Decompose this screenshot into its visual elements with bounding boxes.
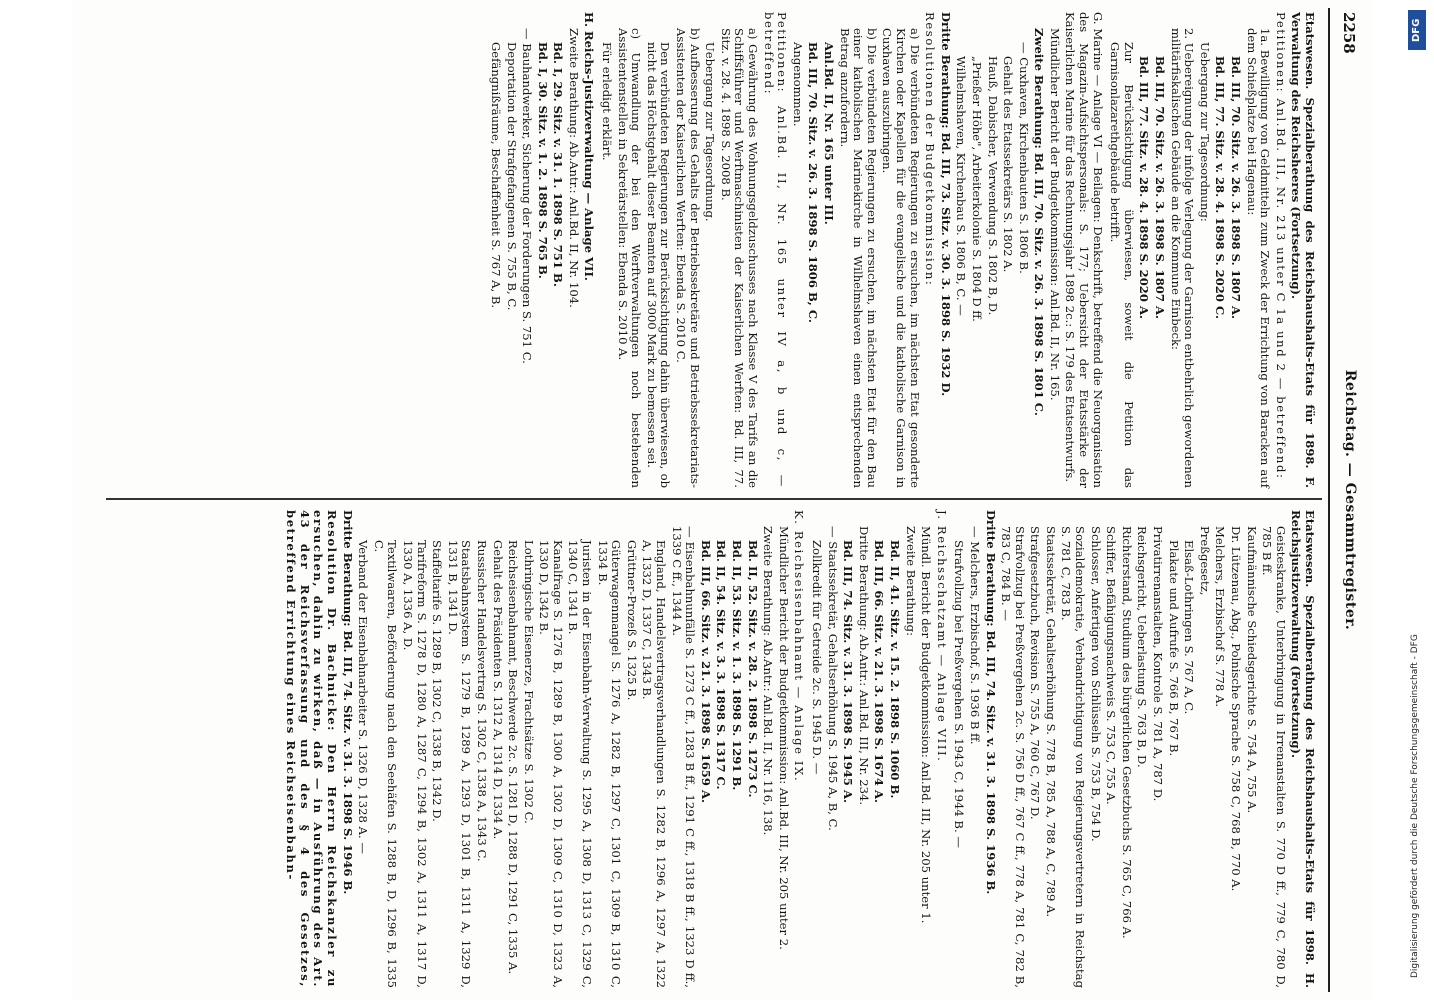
citation: Bd. III, 70. Sitz. v. 26. 3. 1898 S. 1807 A. [1229,56,1244,319]
entry: Grüttner-Prozeß S. 1325 B. [624,540,639,701]
citation: Bd. III, 70. Sitz. v. 26. 3. 1898 S. 1807 A. [1153,56,1168,319]
entry: Russischer Handelsvertrag S. 1302 C, 1338 A, 1343 C. [474,540,489,862]
entry: „Prießer Höhe", Arbeiterkolonie S. 1804 D ff. [969,56,984,322]
entry: Elsaß-Lothringen S. 767 A, C. [1182,540,1197,715]
document-page [72,0,1372,1000]
citation: Bd. III, 70. Sitz. v. 26. 3. 1898 S. 1806 B, C. [806,42,821,323]
citation: Bd. III, 77. Sitz. v. 28. 4. 1898 S. 2020 A. [1137,56,1152,319]
citation: Bd. I, 29. Sitz. v. 31. 1. 1898 S. 751 B. [551,42,566,287]
entry: b) Aufbesserung des Gehalts der Betriebssekretäre und Betriebssekretariats-Assistenten der Kaiserlichen Werften: Ebenda S. 2010 C. [674,28,702,488]
entry: 1a. Bewilligung von Geldmitteln zum Zweck der Errichtung von Baracken auf dem Schießplatze bei Hagenau: [1244,28,1273,488]
entry: — Bauhandwerker, Sicherung der Forderungen S. 751 C. [520,28,535,364]
section-heading: K. Reichseisenbahnamt — Anlage IX. [792,510,807,783]
column-divider [106,498,1322,500]
right-column [282,510,1316,988]
entry: Mündl. Bericht der Budgetkommission: Anl.Bd. III, Nr. 205 unter 1. [919,526,934,924]
entry: Deportation der Strafgefangenen S. 755 B, C. [504,42,519,311]
watermark-text: Digitalisierung gefördert durch die Deutsche Forschungsgemeinschaft - DFG [1410,634,1420,978]
entry: — Staatssekretär, Gehaltserhöhung S. 1945 A, B, C. [825,526,840,831]
entry: Kanalfrage S. 1276 B, 1289 B, 1300 A, 1302 D, 1309 C, 1310 D, 1323 A, 1330 D, 1342 B. [537,540,565,988]
entry: — Eisenbahnunfälle S. 1273 C ff., 1283 B ff., 1291 C ff., 1318 B ff., 1323 D ff., 1339 C ff., 1344 A. [669,526,698,988]
entry: Plakate und Aufrufe S. 766 B, 767 B. [1166,540,1181,757]
entry: Verband der Eisenbahnarbeiter S. 1326 D, 1328 A. — [356,540,371,854]
entry: Hauß, Dabischer, Verwendung S. 1802 B, D. [985,56,1000,316]
entry: b) Die verbündeten Regierungen zu ersuchen, im nächsten Etat für den Bau einer katholischen Marinekirche in Wilhelmshaven einen entsprechenden Betrag anzufordern. [837,28,879,488]
entry: Gefängnißräume, Beschaffenheit S. 767 A, B. [488,42,503,309]
entry: Wilhelmshaven, Kirchenbau S. 1806 B, C. — [954,56,969,316]
entry: Reichseisenbahnamt, Beschwerde 2c. S. 1281 D, 1288 D, 1291 C, 1335 A. [506,540,521,975]
entry: 2. Uebereignung der infolge Verlegung der Garnison entbehrlich gewordenen militärfiskalischen Gebäude an die Kommune Einbeck: [1168,28,1197,488]
entry: Uebergang zur Tagesordnung: [1197,42,1212,222]
entry: Mündlicher Bericht der Budgetkommission: Anl.Bd. II, Nr. 165. [1047,28,1062,401]
citation: Zweite Berathung: Bd. III, 70. Sitz. v. 26. 3. 1898 S. 1801 C. [1032,28,1047,416]
entry: Lothringische Eisenerze, Frachtsätze S. 1302 C. [521,540,536,824]
entry: Staffeltarife S. 1289 B, 1302 C, 1338 B, 1342 D. [430,540,445,822]
citation: Bd. III, 66. Sitz. v. 21. 3. 1898 S. 1659 A. [698,540,713,803]
entry: Tarifreform S. 1278 D, 1280 A, 1287 C, 1294 B, 1302 A, 1311 A, 1317 D, 1330 A, 1336 A, D. [400,540,429,988]
entry: a) Die verbündeten Regierungen zu ersuchen, im nächsten Etat gesonderte Kirchen oder Kapellen für die evangelische und die katholische Garnison in Cuxhaven auszubringen. [880,28,922,488]
citation: Bd. II, 53. Sitz. v. 1. 3. 1898 S. 1291 B. [730,540,745,791]
entry: Petitionen: Anl.Bd. II, Nr. 165 unter IV a, b und c, — betreffend: [761,12,790,488]
entry: Privatirrenanstalten, Kontrole S. 781 A, 787 D. [1151,526,1166,802]
entry: Schiffer, Befähigungsnachweis S. 753 C, 755 A. [1104,526,1119,805]
entry: Kaufmännische Schiedsgerichte S. 754 A, 755 A. [1244,526,1259,814]
entry: Zollkredit für Getreide 2c. S. 1945 D. — [810,540,824,775]
entry: Geisteskranke, Unterbringung in Irrenanstalten S. 770 D ff., 779 C, 780 D, 785 B ff. [1260,526,1288,988]
citation: Anl.Bd. II, Nr. 165 unter III. [822,42,836,225]
entry: Preßgesetz, [1197,526,1212,596]
entry: Juristen in der Eisenbahn-Verwaltung S. 1295 A, 1308 D, 1313 C, 1329 C, 1340 C, 1341 B. [566,540,595,988]
digitization-watermark [1406,10,1430,990]
entry: a) Gewährung des Wohnungsgeldzuschusses nach Klasse V des Tarifs an die Schiffsführer und Werftmaschinisten der Kaiserlichen Werften: Bd. III, 77. Sitz. v. 28. 4. 1898 S. 2008 B. [718,28,761,488]
entry: Uebergang zur Tagesordnung. [703,42,718,222]
citation: Bd. III, 74. Sitz. v. 31. 3. 1898 S. 1945 A. [841,540,856,803]
section-heading: H. Reichs-Justizverwaltung — Anlage VII. [582,12,597,281]
section-heading: G. Marine — Anlage VI — Beilagen: Denkschrift, betreffend die Neuorganisation des Magazin-Aufsichtspersonals: S. 177; Uebersicht der Etatsstärke der Kaiserlichen Marine für das Rechnungsjahr 1898 2c.: S. 179 des Etatsentwurfs. [1063,12,1105,488]
entry: Güterwagenmangel S. 1276 A, 1282 B, 1297 C, 1301 C, 1309 B, 1310 C, 1334 B. [595,540,624,988]
entry: Staatssekretär, Gehaltserhöhung S. 778 B, 785 A, 788 A, C, 789 A. [1043,526,1058,918]
running-title: Reichstag. — Gesammtregister. [1342,369,1358,631]
entry: Zweite Berathung: Ab.Antr.: Anl.Bd. II, Nr. 104. [566,28,581,308]
section-heading: Etatswesen. Spezialberathung des Reichshaushalts-Etats für 1898. F. Verwaltung des Reichsheeres (Fortsetzung). [1289,12,1317,488]
citation: Bd. II, 54. Sitz. v. 3. 3. 1898 S. 1317 C. [714,540,729,790]
citation: Bd. III, 66. Sitz. v. 21. 3. 1898 S. 1674 A. [872,540,887,803]
entry: Melchers, Erzbischof S. 778 A. [1213,526,1228,708]
entry: Strafvollzug bei Preßvergehen 2c. S. 756 D ff., 767 C ff., 778 A, 781 C, 782 B, 783 C, 784 B. — [999,526,1027,988]
entry: Sozialdemokratie, Verbandrichtigung von Regierungsvertretern in Reichstag S. 781 C, 783 B. [1059,526,1088,988]
entry: Schlosser, Anfertigen von Schlüsseln S. 753 B, 754 D. [1088,526,1103,842]
entry: Zweite Berathung: Ab.Antr.: Anl.Bd. II, Nr. 116, 138. [761,526,776,836]
page-header [1336,0,1360,1000]
entry: Reichsgericht, Ueberlastung S. 763 B, D. [1135,526,1150,768]
entry: Dr. Lützenau, Abg., Polnische Sprache S. 758 C, 768 B, 770 A. [1229,526,1244,892]
header-rule [1328,8,1330,992]
resolution: Resolution Dr. Bachnicke: Den Herrn Reichskanzler zu ersuchen, dahin zu wirken, daß — in Ausführung des Art. 43 der Reichsverfassung und des § 4 des Gesetzes, betreffend Errichtung eines Reichseisenbahn- [284,510,339,988]
citation: Dritte Berathung: Bd. III, 74. Sitz. v. 31. 3. 1898 S. 1936 B. [983,510,998,895]
entry: Textilwaaren, Beförderung nach den Seehäfen S. 1288 B, D, 1296 B, 1335 C. [371,540,400,988]
citation: Dritte Berathung: Bd. III, 73. Sitz. v. 30. 3. 1898 S. 1932 D. [938,12,953,397]
citation: Dritte Berathung: Bd. III, 74. Sitz. v. 31. 3. 1898 S. 1946 B. [340,510,355,895]
page-number: 2258 [1340,12,1358,54]
entry: Richterstand, Studium des bürgerlichen Gesetzbuchs S. 765 C, 766 A. [1119,526,1134,939]
entry: England, Handelsvertragsverhandlungen S. 1282 B, 1296 A, 1297 A, 1322 A, 1332 D, 1337 C, 1343 B. [640,540,669,988]
entry: Angenommen. [790,42,805,127]
entry: Zweite Berathung: [903,526,918,636]
entry: Gehalt des Präsidenten S. 1312 A, 1314 D, 1334 A. [490,540,505,840]
entry: Dritte Berathung: Ab.Antr.: Anl.Bd. III, Nr. 234. [856,526,871,806]
citation: Bd. II, 52. Sitz. v. 28. 2. 1898 S. 1273 C. [745,540,760,798]
citation: Bd. II, 41. Sitz. v. 15. 2. 1898 S. 1060 B. [887,540,902,799]
entry: Mündlicher Bericht der Budgetkommission: Anl.Bd. III, Nr. 205 unter 2. [776,526,791,950]
entry: Strafgesetzbuch, Revision S. 755 A, 760 C, 767 D. [1028,526,1043,820]
left-column [486,12,1316,488]
dfg-logo-icon: DFG [1408,10,1426,50]
entry: Den verbündeten Regierungen zur Berücksichtigung dahin überwiesen, ob nicht das Höchstgehalt dieser Beamten auf 3000 Mark zu bemessen sei. [644,42,673,488]
citation: Bd. I, 30. Sitz. v. 1. 2. 1898 S. 765 B. [535,42,550,279]
section-heading: Etatswesen. Spezialberathung des Reichshaushalts-Etats für 1898. H. Reichsjustizverwaltung (Fortsetzung). [1289,510,1317,988]
entry: Strafvollzug bei Preßvergehen S. 1943 C, 1944 B. — [952,540,967,848]
subheading: Resolutionen der Budgetkommission: [923,12,938,287]
section-heading: J. Reichsschatzamt — Anlage VIII. [934,510,949,763]
citation: Bd. III, 77. Sitz. v. 28. 4. 1898 S. 2020 C. [1213,56,1228,320]
entry: Gehalt des Etatssekretärs S. 1802 A. [1001,56,1016,273]
entry: — Cuxhaven, Kirchenbauten S. 1806 B. [1016,42,1031,274]
entry: Für erledigt erklärt. [600,42,615,161]
entry: c) Umwandlung der bei den Werftverwaltungen noch bestehenden Assistentenstellen in Sekretärstellen: Ebenda S. 2010 A. [615,28,644,488]
entry: Zur Berücksichtigung überwiesen, soweit die Petition das Garnisonlazarethgebäude betrifft. [1108,42,1136,488]
entry: Staatsbahnsystem S. 1279 B, 1289 A, 1293 D, 1301 B, 1311 A, 1329 D, 1331 B, 1341 D. [445,540,474,988]
entry: — Melchers, Erzbischof, S. 1936 B ff. [967,526,982,745]
entry: Petitionen: Anl.Bd. III, Nr. 213 unter C 1a und 2 — betreffend: [1273,12,1288,480]
